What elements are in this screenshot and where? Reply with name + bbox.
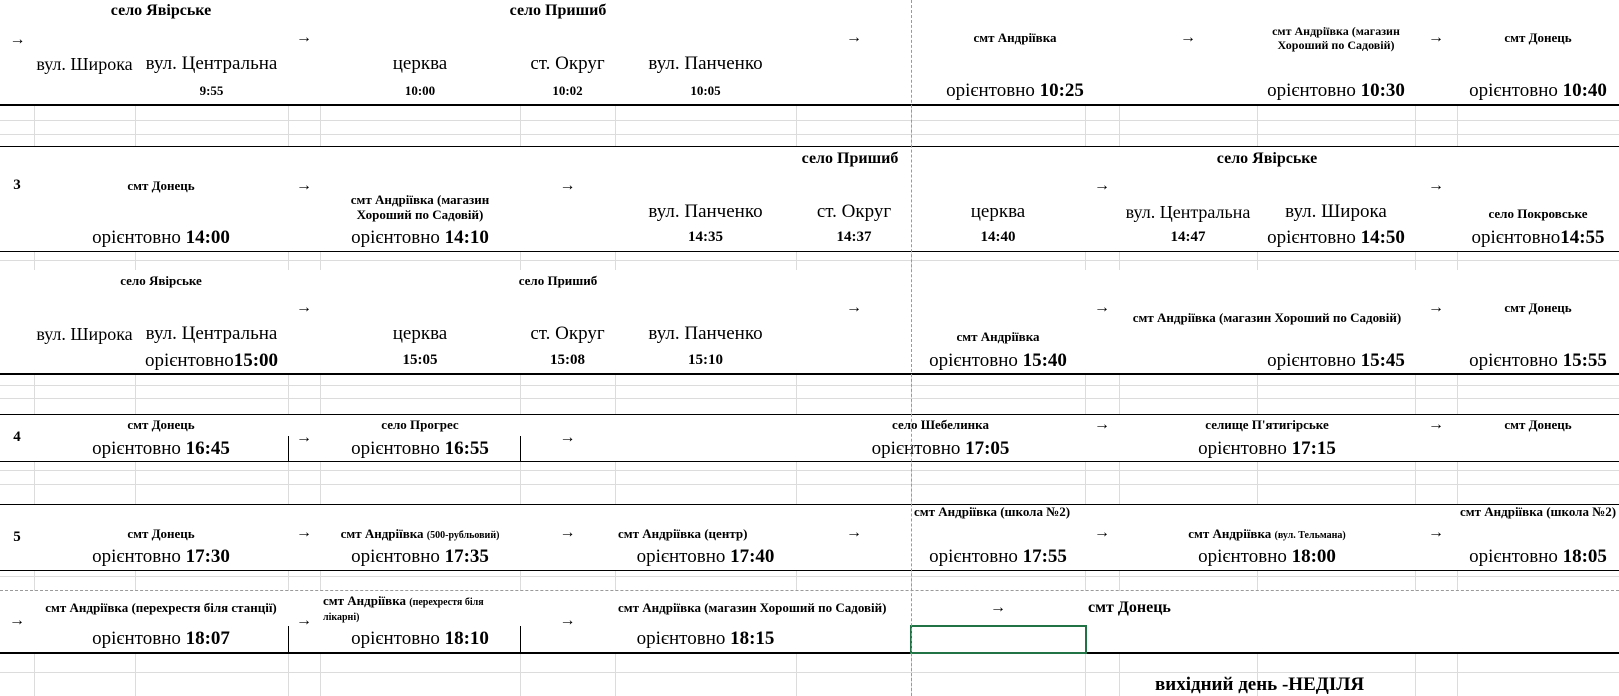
time-andriivka-500: орієнтовно 17:35 — [320, 544, 521, 571]
cell — [520, 225, 616, 252]
cell — [0, 77, 35, 105]
stop-crossing-station: смт Андріївка (перехрестя біля станції) — [34, 591, 289, 627]
time-andriivka-shop: орієнтовно 15:45 — [1257, 347, 1416, 374]
cell — [288, 544, 321, 571]
stop-tserkva: церква — [320, 23, 521, 78]
stop-tsentralna: вул. Центральна — [135, 23, 289, 78]
stop-panchenko: вул. Панченко — [615, 293, 797, 348]
cell — [288, 77, 321, 105]
time-crossing-hospital: орієнтовно 18:10 — [320, 626, 521, 653]
cell — [796, 544, 912, 571]
cell — [1119, 347, 1258, 374]
cell — [288, 225, 321, 252]
cell — [1415, 77, 1458, 105]
stop-andriivka-shop: смт Андріївка (магазин Хороший по Садовій) — [1257, 0, 1416, 78]
cell — [1415, 436, 1458, 462]
cell — [0, 225, 35, 252]
arrow: → — [1415, 505, 1458, 545]
cell — [1085, 436, 1120, 462]
stop-andriivka-school-end: смт Андріївка (школа №2) — [1457, 505, 1619, 545]
cell — [796, 347, 912, 374]
cell — [0, 270, 35, 348]
cell — [1457, 436, 1619, 462]
time-shyroka: орієнтовно 14:50 — [1257, 225, 1416, 252]
time-tserkva: 14:40 — [911, 225, 1086, 252]
time-andriivka-center: орієнтовно 17:40 — [615, 544, 797, 571]
arrow: → — [796, 505, 912, 545]
stop-andriivka-500: смт Андріївка (500-рубльовий) — [320, 505, 521, 545]
arrow: → — [288, 0, 321, 78]
route-number: 3 — [0, 147, 35, 226]
stop-andriivka: смт Андріївка — [911, 270, 1086, 348]
start-arrow: → — [0, 591, 35, 653]
time-panchenko: 10:05 — [615, 77, 797, 105]
time-andriivka: орієнтовно 15:40 — [911, 347, 1086, 374]
arrow: → — [520, 505, 616, 545]
header-yavirske: село Явірське — [34, 270, 289, 294]
time-tsentralna: орієнтовно15:00 — [135, 347, 289, 374]
time-andriivka-shop: орієнтовно 14:10 — [320, 225, 521, 252]
time-panchenko: 14:35 — [615, 225, 797, 252]
cell — [1415, 225, 1458, 252]
time-andriivka-shop: орієнтовно 18:15 — [615, 626, 797, 653]
arrow: → — [288, 591, 321, 653]
time-crossing-station: орієнтовно 18:07 — [34, 626, 289, 653]
arrow: → — [796, 270, 912, 348]
time-tserkva: 10:00 — [320, 77, 521, 105]
cell — [0, 347, 35, 374]
stop-shyroka: вул. Широка — [34, 23, 136, 78]
cell — [1257, 591, 1416, 627]
route-number: 4 — [0, 415, 35, 462]
stop-donets: смт Донець — [34, 415, 289, 437]
stop-donets-end: смт Донець — [1457, 415, 1619, 437]
arrow: → — [1085, 147, 1120, 226]
stop-okrug: ст. Округ — [796, 172, 912, 226]
arrow: → — [1415, 147, 1458, 226]
time-shebelynka: орієнтовно 17:05 — [796, 436, 1086, 462]
time-tserkva: 15:05 — [320, 347, 521, 374]
stop-pokrovske: село Покровське — [1457, 147, 1619, 226]
cell — [1085, 225, 1120, 252]
stop-andriivka: смт Андріївка — [911, 0, 1120, 78]
cell — [796, 626, 912, 653]
cell — [1457, 626, 1619, 653]
arrow: → — [911, 591, 1086, 627]
stop-donets: смт Донець — [1085, 591, 1258, 627]
cell — [1415, 347, 1458, 374]
cell — [1457, 591, 1619, 627]
cell — [1085, 544, 1120, 571]
time-andriivka-school-end: орієнтовно 18:05 — [1457, 544, 1619, 571]
arrow: → — [288, 147, 321, 226]
time-andriivka-school: орієнтовно 17:55 — [911, 544, 1086, 571]
cell — [1119, 77, 1258, 105]
stop-okrug: ст. Округ — [520, 293, 616, 348]
stop-tserkva: церква — [320, 293, 521, 348]
time-okrug: 15:08 — [520, 347, 616, 374]
time-donets: орієнтовно 15:55 — [1457, 347, 1619, 374]
cell — [288, 347, 321, 374]
stop-donets: смт Донець — [1457, 270, 1619, 348]
time-donets: орієнтовно 17:30 — [34, 544, 289, 571]
arrow: → — [1085, 270, 1120, 348]
stop-andriivka-center: смт Андріївка (центр) — [615, 505, 797, 545]
stop-tsentralna: вул. Центральна — [1119, 172, 1258, 226]
stop-andriivka-shop: смт Андріївка (магазин Хороший по Садовій) — [1119, 270, 1416, 348]
stop-piatyhirske: селище П'ятигірське — [1119, 415, 1416, 437]
time-tsentralna: 9:55 — [135, 77, 289, 105]
cell — [34, 77, 136, 105]
header-yavirske: село Явірське — [1119, 147, 1416, 173]
cell — [520, 544, 616, 571]
header-pryshyb: село Пришиб — [615, 147, 1086, 173]
stop-donets: смт Донець — [34, 147, 289, 226]
cell — [1415, 544, 1458, 571]
stop-andriivka-school: смт Андріївка (школа №2) — [911, 505, 1086, 545]
stop-shyroka: вул. Широка — [1257, 172, 1416, 226]
stop-panchenko: вул. Панченко — [615, 23, 797, 78]
footer-note: вихідний день -НЕДІЛЯ — [1155, 674, 1365, 695]
header-yavirske: село Явірське — [34, 0, 289, 24]
stop-progres: село Прогрес — [320, 415, 521, 437]
arrow: → — [1415, 415, 1458, 437]
arrow: → — [520, 147, 616, 226]
time-andriivka-telman: орієнтовно 18:00 — [1119, 544, 1416, 571]
header-pryshyb: село Пришиб — [320, 0, 797, 24]
time-donets: орієнтовно 16:45 — [34, 436, 289, 462]
time-andriivka: орієнтовно 10:25 — [911, 77, 1120, 105]
cell — [1415, 626, 1458, 653]
cell — [1085, 626, 1258, 653]
arrow: → — [288, 415, 321, 462]
header-pryshyb: село Пришиб — [320, 270, 797, 294]
time-piatyhirske: орієнтовно 17:15 — [1119, 436, 1416, 462]
cell — [796, 77, 912, 105]
time-andriivka-shop: орієнтовно 10:30 — [1257, 77, 1416, 105]
stop-andriivka-telman: смт Андріївка (вул. Тельмана) — [1119, 505, 1416, 545]
arrow: → — [796, 0, 912, 78]
arrow: → — [1119, 0, 1258, 78]
time-okrug: 10:02 — [520, 77, 616, 105]
time-panchenko: 15:10 — [615, 347, 797, 374]
time-pokrovske: орієнтовно14:55 — [1457, 225, 1619, 252]
start-arrow: → — [0, 0, 35, 80]
arrow: → — [288, 270, 321, 348]
cell — [1415, 591, 1458, 627]
stop-donets: смт Донець — [34, 505, 289, 545]
cell — [1085, 347, 1120, 374]
stop-tserkva: церква — [911, 172, 1086, 226]
stop-shebelynka: село Шебелинка — [796, 415, 1086, 437]
stop-shyroka: вул. Широка — [34, 293, 136, 348]
time-donets: орієнтовно 14:00 — [34, 225, 289, 252]
arrow: → — [520, 591, 616, 653]
arrow: → — [288, 505, 321, 545]
arrow: → — [1085, 505, 1120, 545]
cell — [34, 347, 136, 374]
stop-okrug: ст. Округ — [520, 23, 616, 78]
time-tsentralna: 14:47 — [1119, 225, 1258, 252]
stop-andriivka-shop: смт Андріївка (магазин Хороший по Садовій) — [320, 147, 521, 226]
stop-andriivka-shop: смт Андріївка (магазин Хороший по Садовій) — [615, 591, 912, 627]
cell — [615, 415, 797, 462]
cell — [1257, 626, 1416, 653]
time-donets: орієнтовно 10:40 — [1457, 77, 1619, 105]
selected-cell[interactable] — [910, 625, 1087, 654]
arrow: → — [1085, 415, 1120, 437]
stop-panchenko: вул. Панченко — [615, 172, 797, 226]
stop-tsentralna: вул. Центральна — [135, 293, 289, 348]
stop-crossing-hospital: смт Андріївка (перехрестя біля лікарні) — [320, 591, 521, 627]
arrow: → — [1415, 270, 1458, 348]
route-number: 5 — [0, 505, 35, 571]
time-progres: орієнтовно 16:55 — [320, 436, 521, 462]
arrow: → — [1415, 0, 1458, 78]
arrow: → — [520, 415, 616, 462]
time-okrug: 14:37 — [796, 225, 912, 252]
stop-donets: смт Донець — [1457, 0, 1619, 78]
